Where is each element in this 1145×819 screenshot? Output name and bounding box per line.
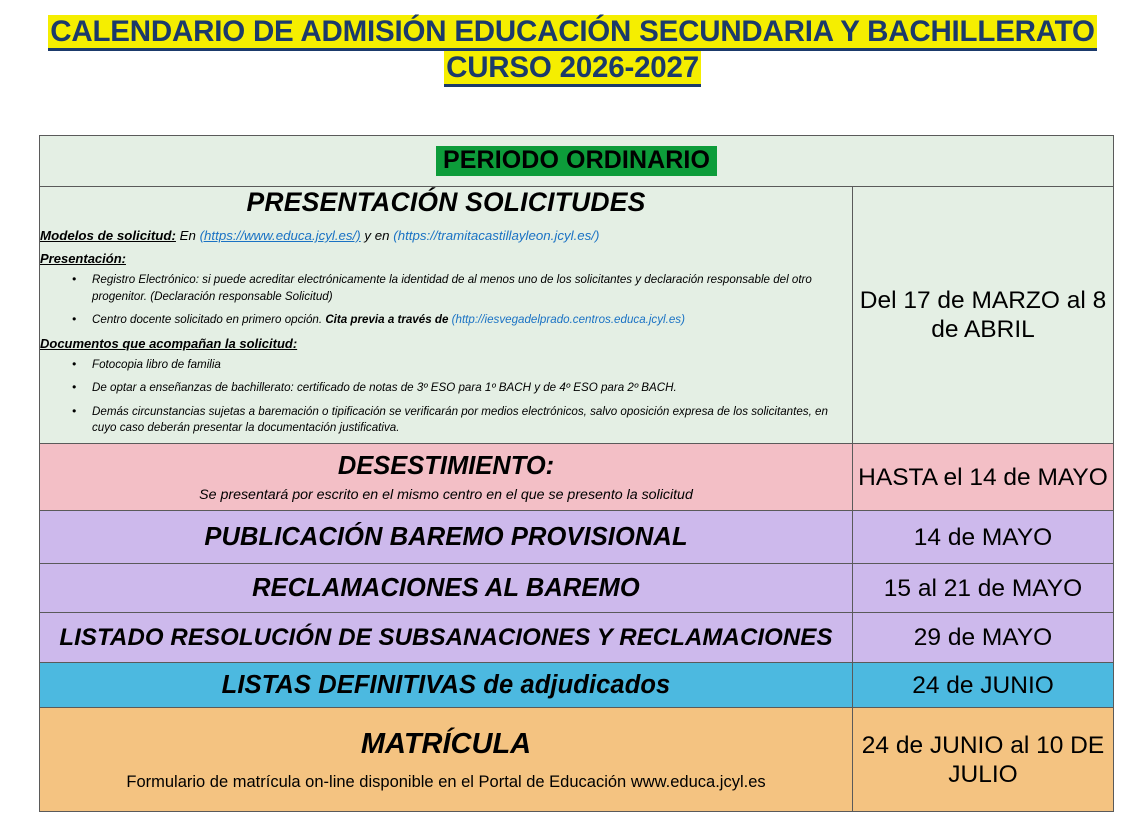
table-row-matricula [40, 708, 1114, 812]
desestimiento-cell [40, 444, 853, 511]
educa-jcyl-link[interactable]: (https://www.educa.jcyl.es/) [199, 228, 361, 243]
listado-resolucion-date-cell: 29 de MAYO [853, 613, 1114, 663]
table-row-period-header [40, 136, 1114, 187]
listas-definitivas-title: LISTAS DEFINITIVAS de adjudicados [40, 663, 853, 708]
table-row-listas-definitivas [40, 663, 1114, 708]
models-text-2: y en [364, 228, 390, 243]
period-badge: PERIODO ORDINARIO [436, 146, 717, 176]
matricula-title: MATRÍCULA [360, 727, 532, 760]
presentacion-bullet-list [40, 272, 852, 328]
table-row-presentacion [40, 187, 1114, 444]
matricula-date-cell: 24 de JUNIO al 10 DE JULIO [853, 708, 1114, 812]
presentacion-title: PRESENTACIÓN SOLICITUDES [246, 187, 646, 217]
list-item [92, 380, 852, 396]
bullet-registro-electronico-text: Registro Electrónico: si puede acreditar electrónicamente la identidad de al menos uno de los solicitantes y declaración responsable del otro progenitor. (Declaración responsable Solicitud) [92, 273, 812, 303]
page-title-line-1-text: CALENDARIO DE ADMISIÓN EDUCACIÓN SECUNDARIA Y BACHILLERATO [48, 15, 1096, 51]
presentacion-date-cell: Del 17 de MARZO al 8 de ABRIL [853, 187, 1114, 444]
listas-definitivas-date-cell: 24 de JUNIO [853, 663, 1114, 708]
period-header-cell [40, 136, 1114, 187]
documentos-bullet-list [40, 357, 852, 437]
reclamaciones-baremo-title: RECLAMACIONES AL BAREMO [40, 564, 853, 613]
bullet-centro-docente-text: Centro docente solicitado en primero opción. [92, 313, 323, 327]
presentacion-cell [40, 187, 853, 444]
matricula-cell [40, 708, 853, 812]
admission-calendar-table [39, 135, 1114, 812]
presentacion-subheading: Presentación: [40, 251, 126, 267]
reclamaciones-baremo-date-cell: 15 al 21 de MAYO [853, 564, 1114, 613]
list-item [92, 312, 852, 328]
presentacion-models-line [40, 227, 852, 244]
table-row-baremo-provisional [40, 511, 1114, 564]
tramitacastillayleon-link[interactable]: (https://tramitacastillayleon.jcyl.es/) [393, 228, 600, 243]
list-item [92, 404, 852, 437]
listado-resolucion-title: LISTADO RESOLUCIÓN DE SUBSANACIONES Y RECLAMACIONES [40, 613, 853, 663]
matricula-subtitle: Formulario de matrícula on-line disponible en el Portal de Educación www.educa.jcyl.es [126, 772, 766, 791]
table-row-listado-resolucion [40, 613, 1114, 663]
page-title-line-2-text: CURSO 2026-2027 [444, 51, 701, 87]
bullet-certificado-notas: De optar a enseñanzas de bachillerato: certificado de notas de 3º ESO para 1º BACH y de 4º ESO para 2º BACH. [92, 381, 677, 395]
models-text-1: En [179, 228, 196, 243]
models-label: Modelos de solicitud: [40, 228, 176, 243]
page-title-line-2 [0, 50, 1145, 86]
desestimiento-subtitle: Se presentará por escrito en el mismo centro en el que se presento la solicitud [199, 486, 693, 503]
baremo-provisional-date-cell: 14 de MAYO [853, 511, 1114, 564]
documentos-subheading: Documentos que acompañan la solicitud: [40, 335, 298, 351]
table-row-desestimiento [40, 444, 1114, 511]
desestimiento-date-cell: HASTA el 14 de MAYO [853, 444, 1114, 511]
table-row-reclamaciones-baremo [40, 564, 1114, 613]
iesvegadelprado-link[interactable]: (http://iesvegadelprado.centros.educa.jcyl.es) [451, 313, 685, 327]
desestimiento-title: DESESTIMIENTO: [337, 451, 555, 480]
bullet-fotocopia-libro-familia: Fotocopia libro de familia [92, 357, 221, 371]
bullet-demas-circunstancias: Demás circunstancias sujetas a baremación o tipificación se verificarán por medios electrónicos, salvo oposición expresa de los solicitantes, en cuyo caso deberán presentar la documentación justificativa. [92, 404, 828, 434]
page-title-line-1 [0, 14, 1145, 50]
list-item [92, 272, 852, 305]
page-title [0, 0, 1145, 86]
list-item [92, 357, 852, 373]
bullet-cita-previa-label: Cita previa a través de [325, 313, 449, 327]
baremo-provisional-title: PUBLICACIÓN BAREMO PROVISIONAL [40, 511, 853, 564]
